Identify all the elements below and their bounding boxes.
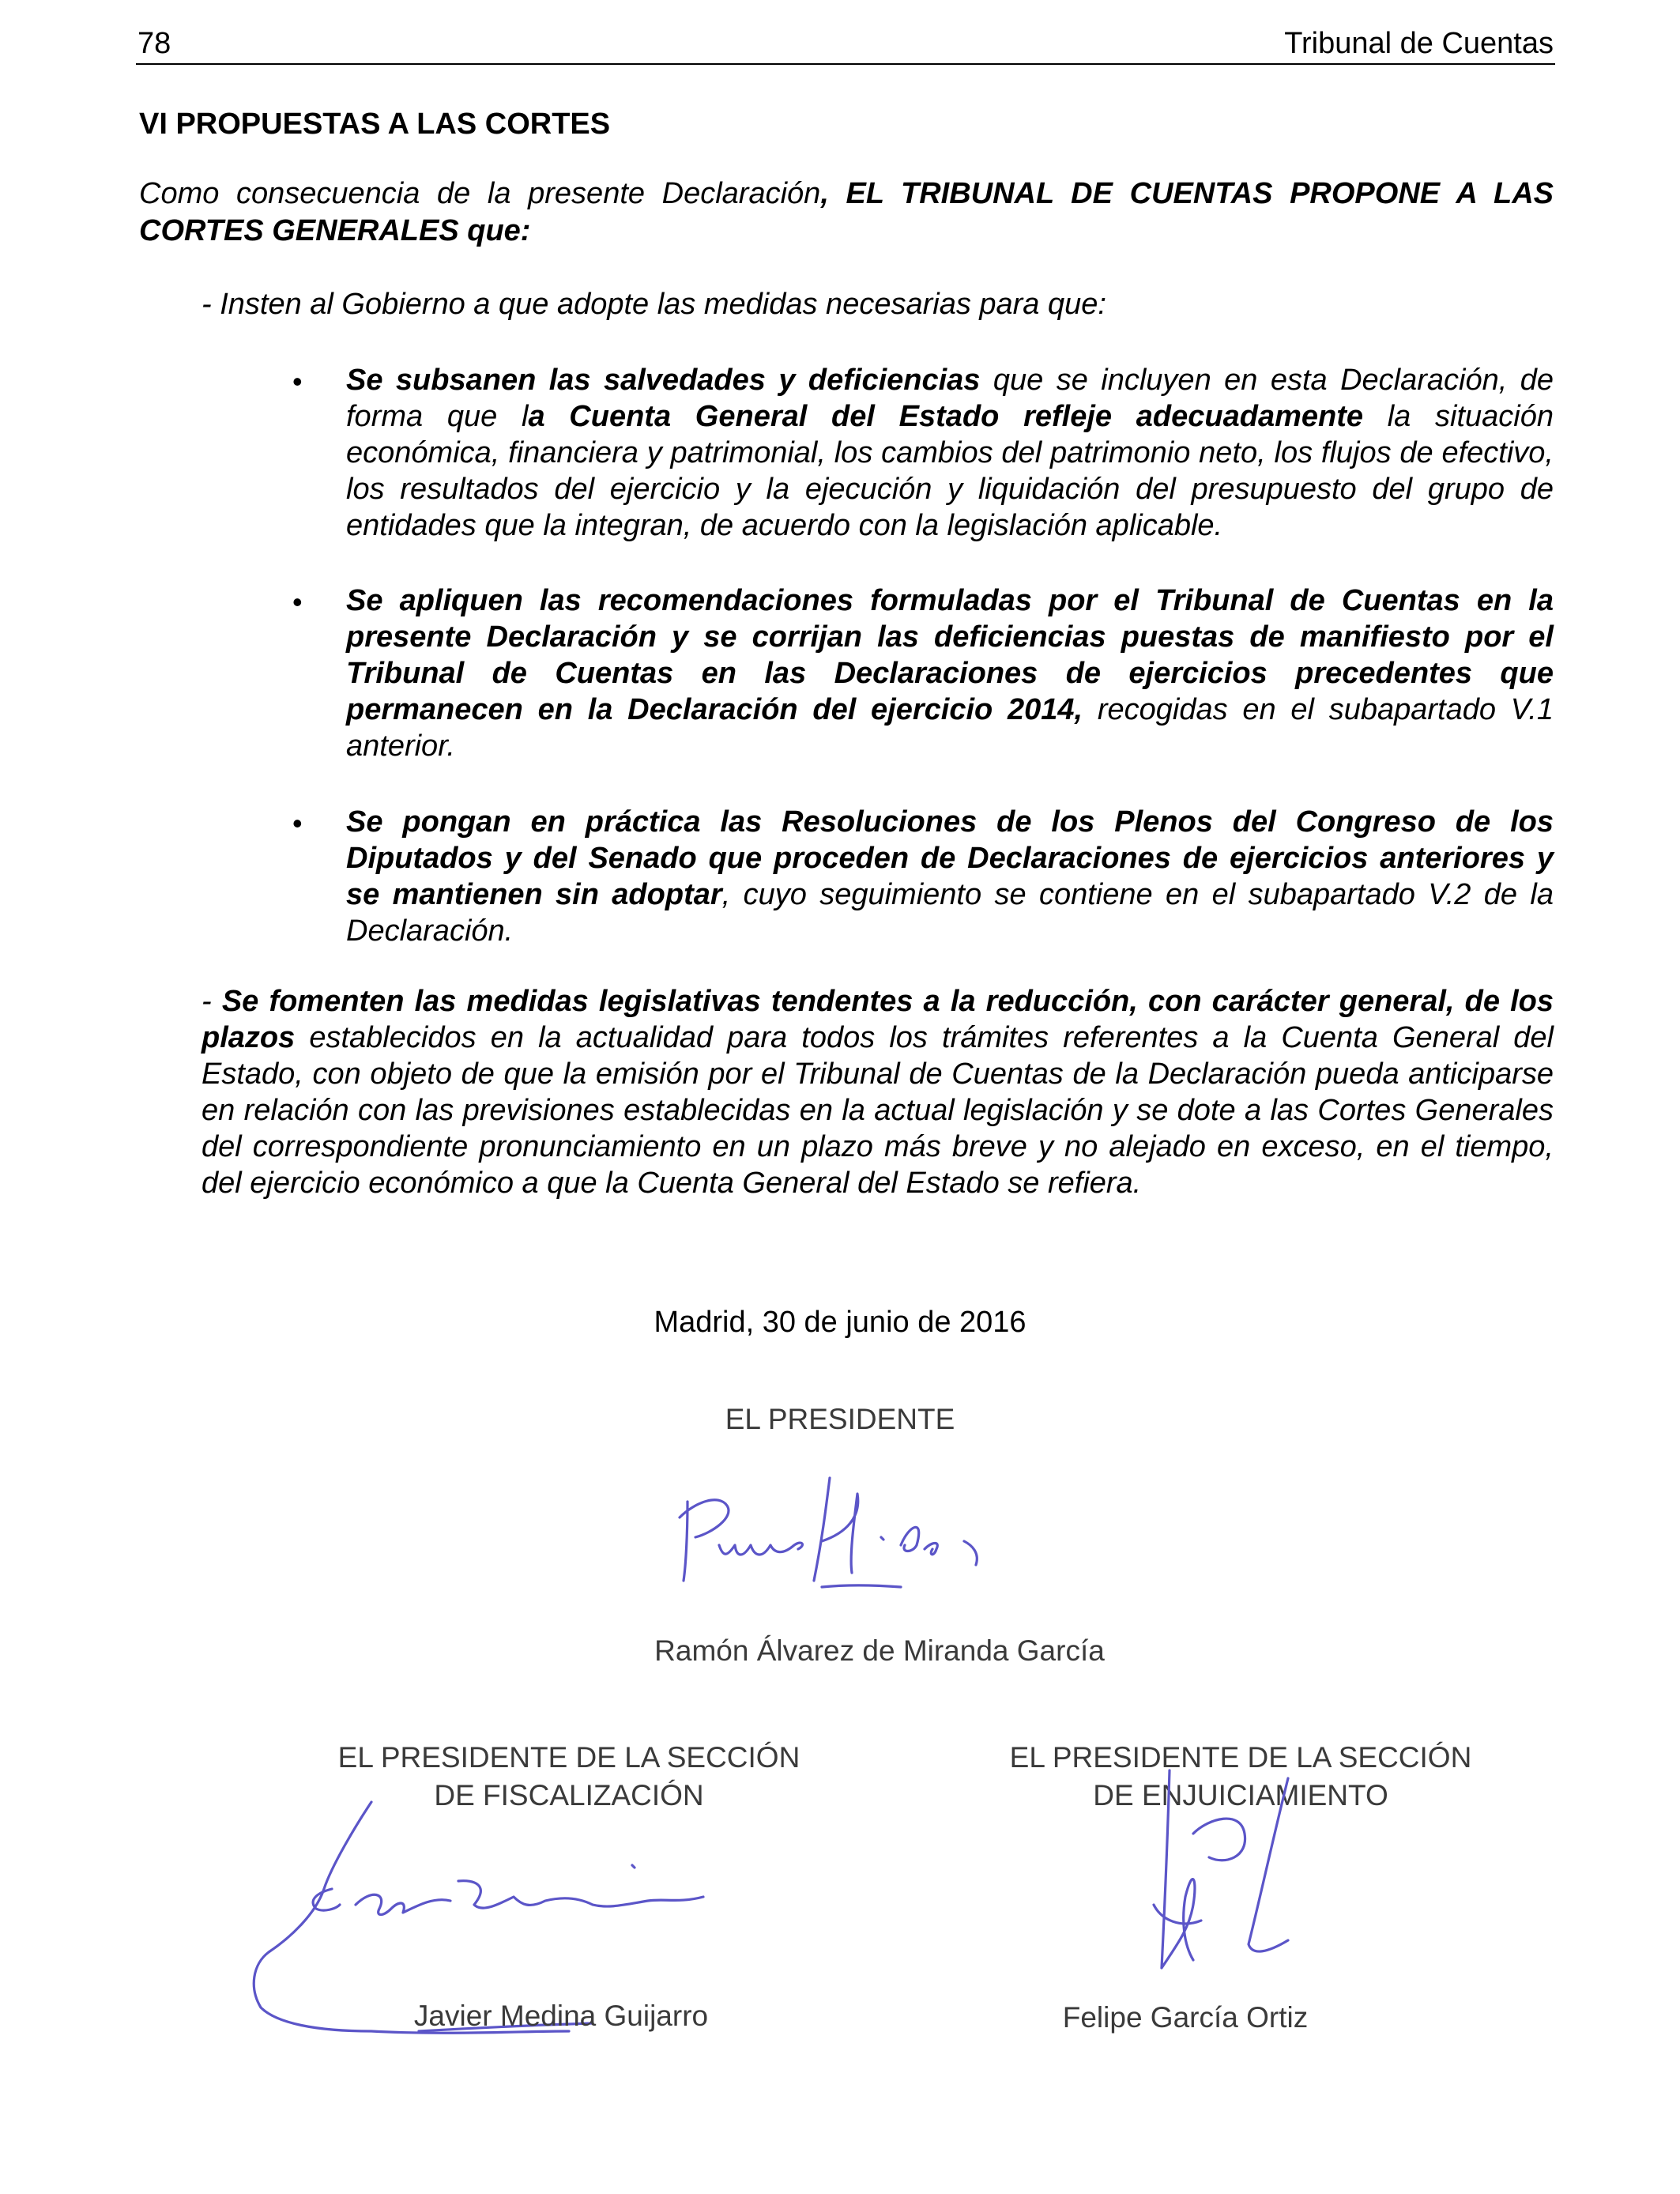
page-header bbox=[136, 22, 1555, 65]
bullet-1-text-a: que se incluyen en esta Declaración, de forma que l bbox=[346, 364, 1554, 433]
fiscalizacion-role-line1: EL PRESIDENTE DE LA SECCIÓN bbox=[337, 1741, 800, 1774]
bullet-2-text: recogidas en el subapartado V.1 anterior. bbox=[346, 693, 1554, 763]
intro-paragraph bbox=[139, 175, 1554, 250]
bullet-3-text: , cuyo seguimiento se contiene en el subapartado V.2 de la Declaración. bbox=[346, 878, 1554, 948]
bullet-1-bold-b: a Cuenta General del Estado refleje adecuadamente bbox=[528, 400, 1363, 433]
president-signature bbox=[664, 1470, 1027, 1612]
enjuiciamiento-signature bbox=[1106, 1762, 1343, 2000]
enjuiciamiento-role-line2: DE ENJUICIAMIENTO bbox=[1093, 1779, 1388, 1811]
enjuiciamiento-role-line1: EL PRESIDENTE DE LA SECCIÓN bbox=[1009, 1741, 1472, 1774]
bullet-item-3 bbox=[346, 804, 1554, 949]
president-role: EL PRESIDENTE bbox=[725, 1403, 955, 1435]
bullet-2-bold: Se apliquen las recomendaciones formuladas por el Tribunal de Cuentas en la presente Declaración y se corrijan las deficiencias puestas de manifiesto por el Tribunal de Cuentas en las Declaraciones de ejercicios precedentes que permanecen en la Declaración del ejercicio 2014, bbox=[346, 584, 1554, 726]
page-number: 78 bbox=[137, 27, 171, 60]
header-title: Tribunal de Cuentas bbox=[1284, 27, 1554, 60]
closing-bold: Se fomenten las medidas legislativas tendentes a la reducción, con carácter general, de los plazos bbox=[202, 985, 1554, 1054]
enjuiciamiento-name: Felipe García Ortiz bbox=[1062, 2001, 1309, 2034]
bullet-1-bold-a: Se subsanen las salvedades y deficiencias bbox=[346, 364, 981, 397]
closing-dash: - bbox=[202, 985, 222, 1018]
bullet-1-text-b: la situación económica, financiera y patrimonial, los cambios del patrimonio neto, los flujos de efectivo, los resultados del ejercicio y la ejecución y liquidación del presupuesto del grupo de entidades que la integran, de acuerdo con la legislación aplicable. bbox=[346, 400, 1554, 542]
fiscalizacion-role-line2: DE FISCALIZACIÓN bbox=[434, 1779, 704, 1811]
bullet-marker-1: • bbox=[292, 365, 303, 398]
section-title: VI PROPUESTAS A LAS CORTES bbox=[139, 107, 611, 141]
bullet-3-bold: Se pongan en práctica las Resoluciones de los Plenos del Congreso de los Diputados y del Senado que proceden de Declaraciones de ejercicios anteriores y se mantienen sin adoptar bbox=[346, 805, 1554, 911]
president-name: Ramón Álvarez de Miranda García bbox=[654, 1634, 1105, 1667]
place-date: Madrid, 30 de junio de 2016 bbox=[654, 1306, 1026, 1339]
closing-paragraph bbox=[202, 983, 1554, 1201]
bullet-item-1 bbox=[346, 362, 1554, 544]
instruction-line: - Insten al Gobierno a que adopte las medidas necesarias para que: bbox=[202, 288, 1106, 321]
bullet-item-2 bbox=[346, 582, 1554, 764]
intro-lead: Como consecuencia de la presente Declaración bbox=[139, 177, 821, 210]
bullet-marker-2: • bbox=[292, 586, 303, 618]
intro-bold: , EL TRIBUNAL DE CUENTAS PROPONE A LAS CORTES GENERALES que: bbox=[139, 177, 1554, 247]
fiscalizacion-name: Javier Medina Guijarro bbox=[413, 2000, 709, 2032]
closing-text: establecidos en la actualidad para todos los trámites referentes a la Cuenta General del Estado, con objeto de que la emisión por el Tribunal de Cuentas de la Declaración pueda anticiparse en relación con las previsiones establecidas en la actual legislación y se dote a las Cortes Generales del correspondiente pronunciamiento en un plazo más breve y no alejado en exceso, en el tiempo, del ejercicio económico a que la Cuenta General del Estado se refiera. bbox=[202, 1021, 1554, 1200]
bullet-marker-3: • bbox=[292, 807, 303, 839]
